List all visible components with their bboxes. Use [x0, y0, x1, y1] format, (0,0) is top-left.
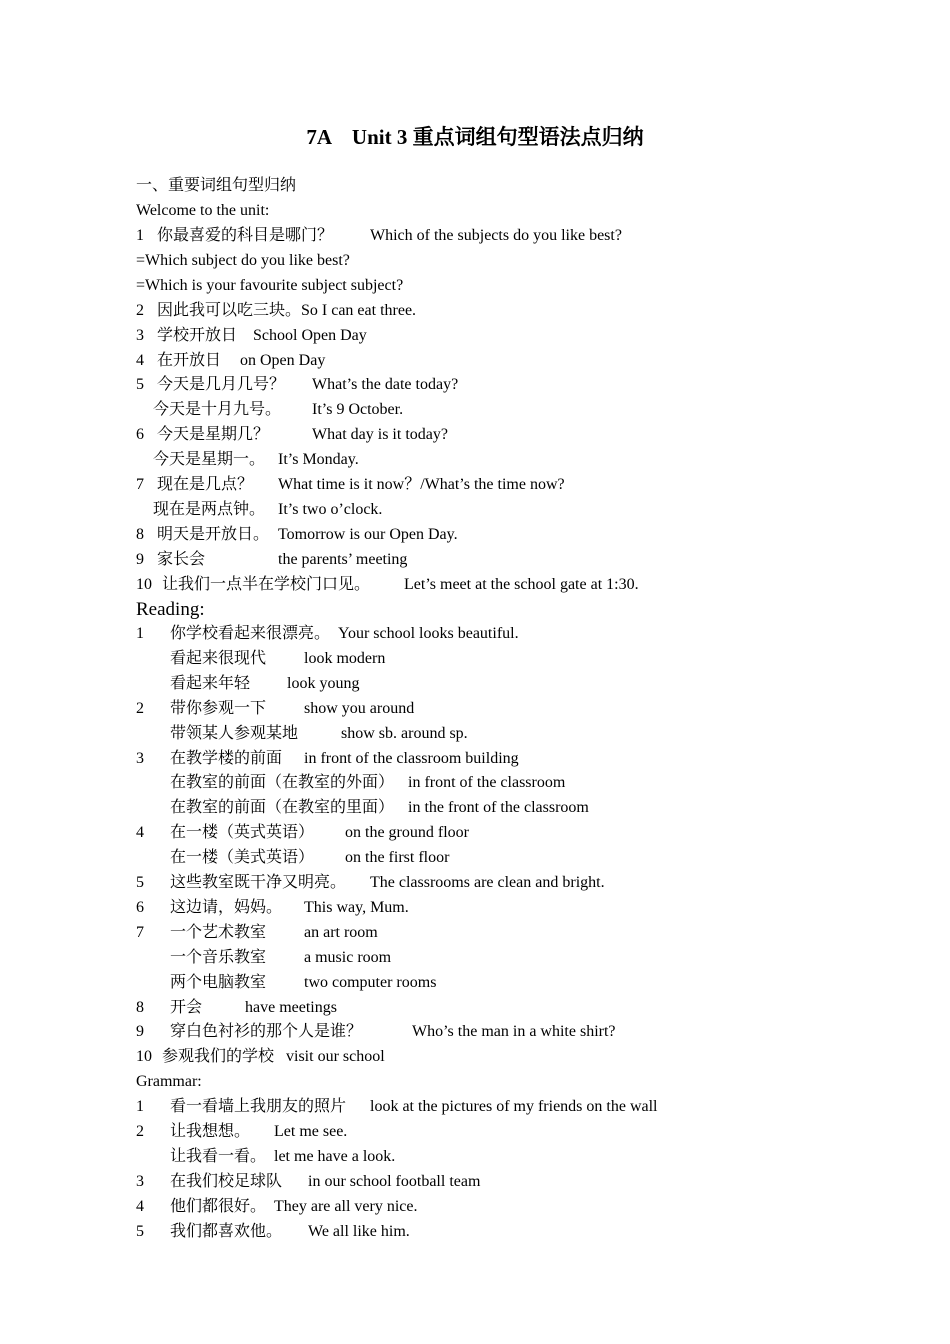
list-item: 5 我们都喜欢他。 We all like him. [136, 1223, 410, 1240]
list-item: 3 在教学楼的前面 in front of the classroom building [136, 750, 519, 767]
list-item: 10 参观我们的学校 visit our school [136, 1048, 385, 1065]
list-item: 今天是星期一。 It’s Monday. [153, 451, 359, 468]
list-item: 9 家长会 the parents’ meeting [136, 551, 408, 568]
list-item: 在教室的前面（在教室的里面） in the front of the classroom [170, 799, 589, 816]
list-item: 看起来很现代 look modern [170, 650, 386, 667]
list-item: 带领某人参观某地 show sb. around sp. [170, 725, 468, 742]
list-item: 3 在我们校足球队 in our school football team [136, 1173, 481, 1190]
list-item: 4 在一楼（英式英语） on the ground floor [136, 824, 469, 841]
list-item: 2 因此我可以吃三块。So I can eat three. [136, 302, 417, 319]
list-item: 6 这边请，妈妈。 This way, Mum. [136, 899, 409, 916]
list-item: 一个音乐教室 a music room [170, 949, 392, 966]
list-item: 今天是十月九号。 It’s 9 October. [153, 401, 404, 418]
document-title: 7A Unit 3 重点词组句型语法点归纳 [306, 125, 644, 149]
list-item: 两个电脑教室 two computer rooms [170, 974, 437, 991]
list-item: 6 今天是星期几？ What day is it today? [136, 426, 448, 443]
list-item: 8 开会 have meetings [136, 999, 337, 1016]
list-item: 4 在开放日 on Open Day [136, 352, 326, 369]
list-item: 2 让我想想。 Let me see. [136, 1123, 348, 1140]
list-item: 8 明天是开放日。 Tomorrow is our Open Day. [136, 526, 458, 543]
list-item: 在一楼（美式英语） on the first floor [170, 849, 450, 866]
list-item: 2 带你参观一下 show you around [136, 700, 415, 717]
list-item: 7 一个艺术教室 an art room [136, 924, 378, 941]
list-item: 1 看一看墙上我朋友的照片 look at the pictures of my friends on the wall [136, 1098, 658, 1115]
list-item: 让我看一看。 let me have a look. [170, 1148, 396, 1165]
list-item: 现在是两点钟。 It’s two o’clock. [153, 501, 383, 518]
list-item: 3 学校开放日 School Open Day [136, 327, 367, 344]
list-item: 5 今天是几月几号？ What’s the date today? [136, 376, 459, 393]
list-item: 5 这些教室既干净又明亮。 The classrooms are clean and bright. [136, 874, 605, 891]
list-item: 9 穿白色衬衫的那个人是谁？ Who’s the man in a white shirt? [136, 1023, 616, 1040]
list-item: 看起来年轻 look young [170, 675, 360, 692]
list-item: 7 现在是几点？ What time is it now？/What’s the time now? [136, 476, 565, 493]
list-item: 4 他们都很好。 They are all very nice. [136, 1198, 418, 1215]
list-item: 1 你学校看起来很漂亮。 Your school looks beautiful. [136, 625, 519, 642]
list-item: 10 让我们一点半在学校门口见。 Let’s meet at the school gate at 1:30. [136, 576, 639, 593]
list-item: 在教室的前面（在教室的外面） in front of the classroom [170, 774, 566, 791]
list-item: 1 你最喜爱的科目是哪门？ Which of the subjects do you like best? [136, 227, 622, 244]
